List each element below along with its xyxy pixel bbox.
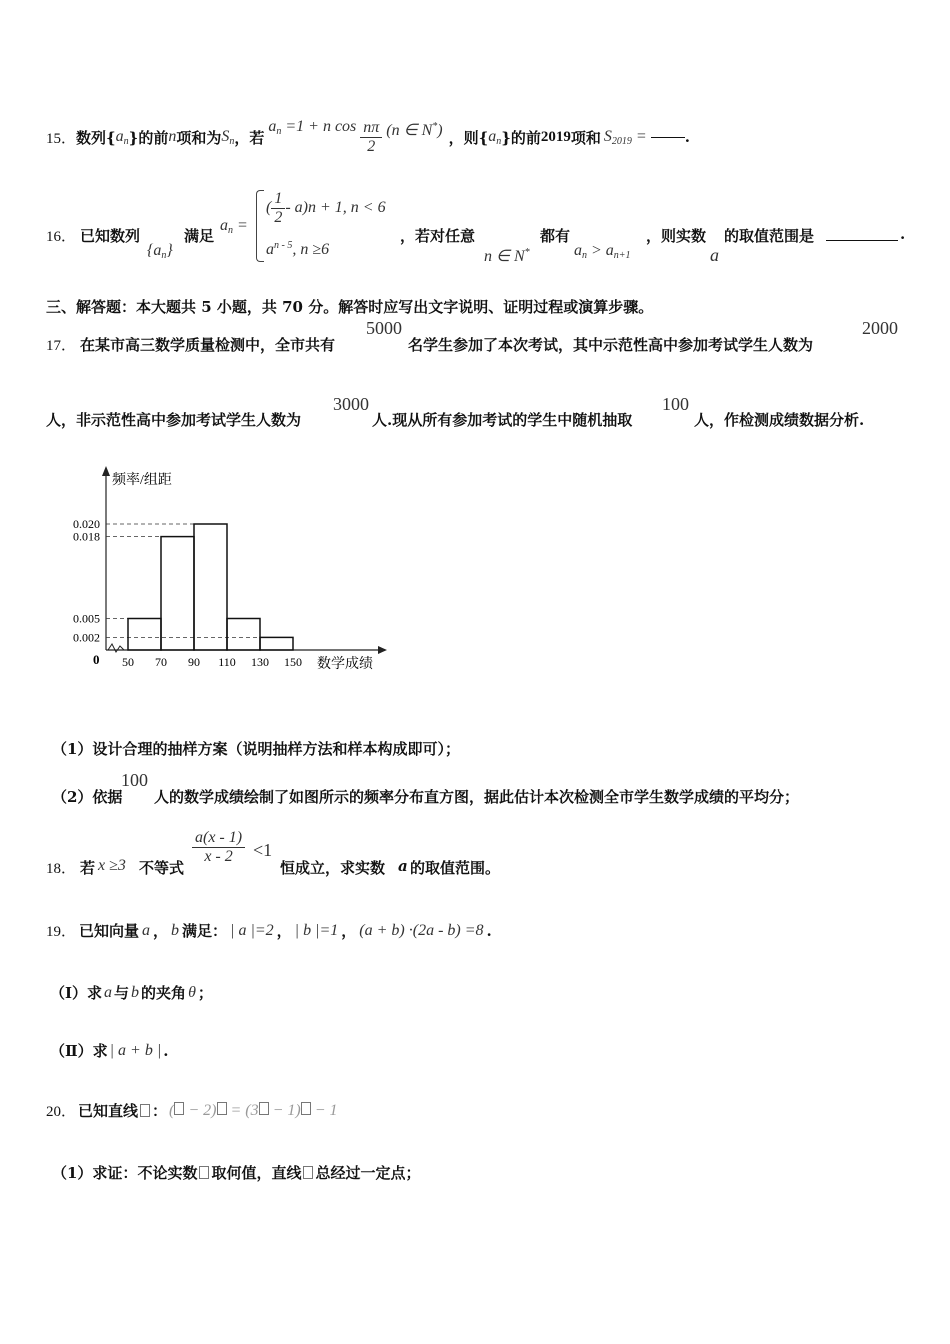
q19-line: 19． 已知向量 a ， b 满足： | a |=2 ， | b |=1 ， (a + b) ·(2a - b) =8 . bbox=[46, 921, 492, 940]
q19-b: b bbox=[171, 921, 180, 939]
y-tick-label: 0.020 bbox=[73, 517, 100, 531]
histogram-bar bbox=[128, 619, 161, 651]
q15-a2: $a_n$ bbox=[488, 127, 502, 147]
q15-line bbox=[46, 117, 690, 157]
q17-total: 5000 bbox=[366, 318, 402, 338]
section-3-heading: 三、解答题：本大题共 5 小题，共 70 分。解答时应写出文字说明、证明过程或演算步骤。 bbox=[46, 298, 654, 316]
q18-fraction: $\frac{a(x - 1)}{x - 2}$ bbox=[192, 829, 245, 866]
q19-cond-3: (a + b) ·(2a - b) =8 bbox=[359, 921, 484, 939]
q17-sub-1: （1）设计合理的抽样方案（说明抽样方法和样本构成即可）； bbox=[52, 740, 460, 758]
q16-text-3: ，若对任意 bbox=[400, 227, 476, 245]
q17-sub-2-num: 100 bbox=[121, 770, 148, 790]
q17-text-4: 人.现从所有参加考试的学生中随机抽取 bbox=[372, 411, 633, 429]
q18-text-1: 若 bbox=[80, 859, 96, 877]
q18-var-a: a bbox=[398, 857, 408, 875]
q15-S2019: $S_{2019}$ = bbox=[603, 127, 647, 147]
y-tick-label: 0.018 bbox=[73, 529, 100, 544]
q15-text-7: 项和 bbox=[570, 128, 601, 147]
q19-cond-1: | a |=2 bbox=[230, 921, 274, 939]
q16-var-a: a bbox=[710, 245, 719, 265]
q17-number: 17． bbox=[46, 338, 77, 354]
q15-answer-blank bbox=[651, 137, 685, 138]
q18-cond: x ≥3 bbox=[98, 857, 126, 874]
q16-text-2: 满足 bbox=[184, 227, 215, 245]
q15-text-5: ，则{ bbox=[448, 128, 489, 147]
q17-text-2: 名学生参加了本次考试，其中示范性高中参加考试学生人数为 bbox=[408, 336, 814, 354]
q17-sub-2-post: 人的数学成绩绘制了如图所示的频率分布直方图，据此估计本次检测全市学生数学成绩的平均分； bbox=[154, 788, 800, 806]
q17-model: 2000 bbox=[862, 318, 898, 338]
histogram-bar bbox=[260, 637, 293, 650]
histogram-bar bbox=[161, 537, 194, 650]
y-axis-arrow-icon bbox=[102, 466, 110, 476]
q16-answer-blank bbox=[826, 240, 898, 241]
histogram-bar bbox=[227, 619, 260, 651]
q16-end: . bbox=[900, 225, 906, 243]
q20-number: 20． bbox=[46, 1104, 77, 1120]
q16-seq: $\{a_n\}$ bbox=[147, 242, 173, 261]
x-axis-label: 数学成绩 bbox=[317, 657, 373, 672]
q20-expr: ( − 2) = (3 − 1) − 1 bbox=[169, 1101, 338, 1119]
q17-text-3: 人，非示范性高中参加考试学生人数为 bbox=[46, 411, 302, 429]
q17-sub-2-pre: （2）依据 bbox=[52, 788, 123, 806]
x-axis-arrow-icon bbox=[378, 646, 387, 654]
q20-line: 20． 已知直线 ： ( − 2) = (3 − 1) − 1 bbox=[46, 1101, 338, 1120]
q15-text-6: }的前 bbox=[501, 128, 541, 147]
q16-brace bbox=[256, 190, 264, 262]
q17-nonmodel: 3000 bbox=[333, 394, 369, 414]
q19-a: a bbox=[142, 921, 151, 939]
q15-count: 2019 bbox=[540, 128, 571, 145]
q19-sub-1: （Ⅰ）求 a 与 b 的夹角 θ ； bbox=[50, 983, 213, 1002]
q15-text-1: 数列{ bbox=[76, 128, 116, 147]
q16-case-1: ( $\frac{1}{2}$ - a)n + 1, n < 6 bbox=[266, 190, 386, 226]
y-tick-label: 0.002 bbox=[73, 630, 100, 645]
q16-an: $a_n$ = bbox=[220, 217, 248, 236]
x-tick-label: 90 bbox=[188, 655, 200, 669]
missing-glyph-icon bbox=[199, 1166, 209, 1179]
x-tick-label: 150 bbox=[284, 655, 302, 669]
missing-glyph-icon bbox=[140, 1104, 150, 1117]
q18-text-2: 不等式 bbox=[139, 859, 185, 877]
q16-cond: n ∈ N* bbox=[484, 247, 530, 265]
q17-sample: 100 bbox=[662, 394, 689, 414]
q18-text-3: 恒成立，求实数 bbox=[280, 859, 386, 877]
q15-text-3: 项和为 bbox=[176, 128, 222, 147]
q16-case-2: $a^{n - 5}$, n ≥6 bbox=[266, 240, 330, 258]
x-tick-label: 130 bbox=[251, 655, 269, 669]
q18-text-4: 的取值范围。 bbox=[410, 859, 501, 877]
q19-number: 19． bbox=[46, 924, 77, 940]
q19-comma: ， bbox=[153, 922, 169, 940]
q19-end: . bbox=[486, 921, 492, 940]
q17-text-1: 在某市高三数学质量检测中，全市共有 bbox=[80, 336, 336, 354]
x-tick-label: 110 bbox=[218, 655, 236, 669]
missing-glyph-icon bbox=[303, 1166, 313, 1179]
q17-text-5: 人，作检测成绩数据分析. bbox=[694, 411, 865, 429]
q20-text-1: 已知直线 bbox=[78, 1102, 139, 1120]
q19-text-1: 已知向量 bbox=[79, 922, 140, 940]
q15-S: $S_n$ bbox=[221, 127, 235, 147]
q16-number: 16． bbox=[46, 229, 77, 245]
q20-sub-1: （1）求证：不论实数 取何值，直线 总经过一定点； bbox=[52, 1164, 421, 1182]
q15-a: $a_n$ bbox=[115, 127, 129, 147]
y-axis-label: 频率/组距 bbox=[112, 473, 172, 488]
q15-text-2: }的前 bbox=[128, 128, 169, 147]
q15-number: 15． bbox=[46, 130, 77, 147]
q16-text-4: 都有 bbox=[540, 227, 571, 245]
q15-formula: $a_n =1 + n$ cos $\frac{n\pi}{2}$ (n ∈ N*) bbox=[268, 118, 443, 155]
q18-rel: <1 bbox=[253, 840, 273, 860]
q15-text-4: ，若 bbox=[234, 128, 265, 147]
q19-cond-2: | b |=1 bbox=[294, 921, 339, 939]
q19-sub-2: （Ⅱ）求 | a + b | . bbox=[50, 1041, 169, 1060]
q15-var-n: n bbox=[168, 128, 177, 145]
q18-number: 18． bbox=[46, 861, 77, 877]
histogram-bar bbox=[194, 524, 227, 650]
frequency-histogram bbox=[40, 450, 400, 680]
q16-text-5: ，则实数 bbox=[646, 227, 707, 245]
q19-text-2: 满足： bbox=[182, 922, 228, 940]
y-tick-label: 0.005 bbox=[73, 611, 100, 626]
q16-text-1: 已知数列 bbox=[80, 227, 141, 245]
x-tick-label: 50 bbox=[122, 655, 134, 669]
axis-break-icon bbox=[108, 644, 124, 652]
q16-text-6: 的取值范围是 bbox=[724, 227, 815, 245]
q15-end: . bbox=[684, 128, 690, 146]
x-tick-label: 70 bbox=[155, 655, 167, 669]
q16-ineq: $a_n > a_{n+1}$ bbox=[574, 242, 631, 261]
origin-label: 0 bbox=[93, 652, 100, 667]
theta-symbol: θ bbox=[188, 983, 196, 1001]
